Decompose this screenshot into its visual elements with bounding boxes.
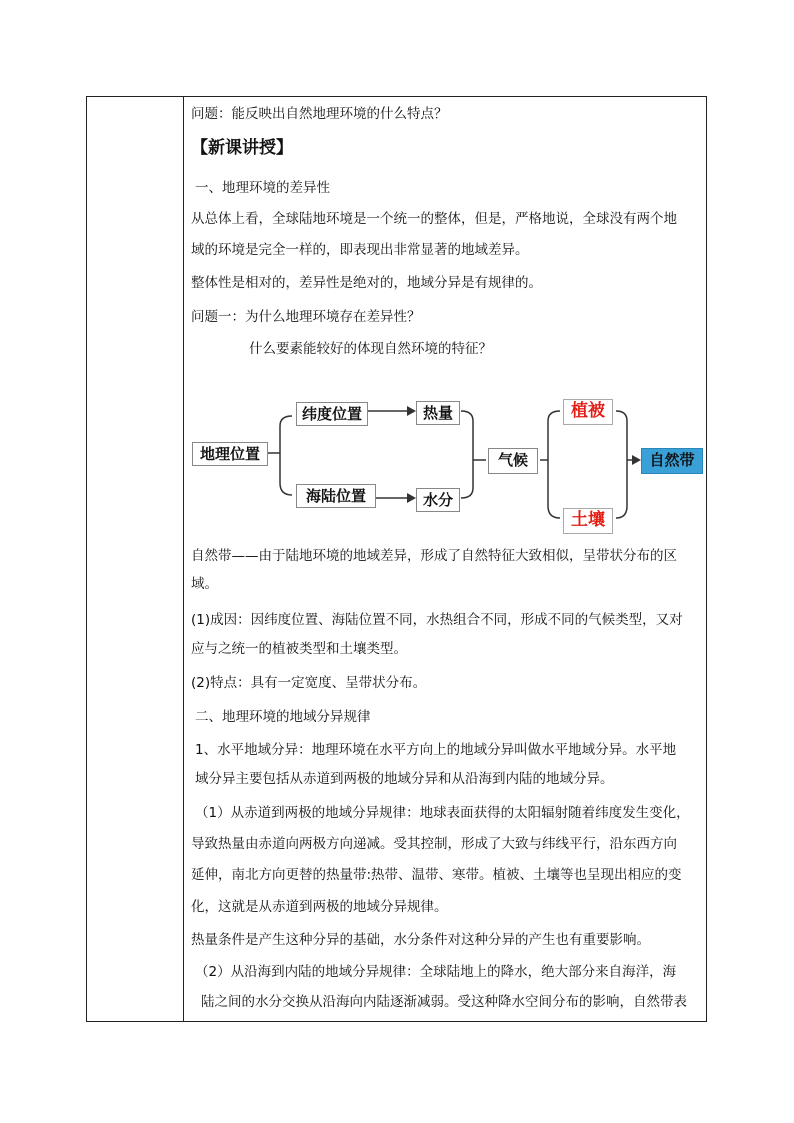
lesson-content <box>191 96 703 1022</box>
heat-note: 热量条件是产生这种分异的基础，水分条件对这种分异的产生也有重要影响。 <box>191 932 650 948</box>
para-1-line-1: 从总体上看，全球陆地环境是一个统一的整体，但是，严格地说，全球没有两个地 <box>191 211 677 227</box>
question-2: 什么要素能较好的体现自然环境的特征？ <box>249 341 492 357</box>
intro-question: 问题：能反映出自然地理环境的什么特点？ <box>191 106 448 122</box>
equator-line-3: 延伸，南北方向更替的热量带:热带、温带、寒带。植被、土壤等也呈现出相应的变 <box>191 867 682 883</box>
box-soil: 土壤 <box>563 508 613 534</box>
box-heat: 热量 <box>416 401 460 425</box>
heading-differences: 一、地理环境的差异性 <box>195 180 330 196</box>
box-latitude-position: 纬度位置 <box>296 402 368 426</box>
box-vegetation: 植被 <box>563 399 613 425</box>
section-title: 【新课讲授】 <box>191 138 293 158</box>
natural-zone-diagram <box>190 396 710 536</box>
cause-line-2: 应与之统一的植被类型和土壤类型。 <box>191 641 407 657</box>
equator-line-4: 化，这就是从赤道到两极的地域分异规律。 <box>191 899 448 915</box>
column-divider <box>183 97 184 1021</box>
box-geo-position: 地理位置 <box>192 442 268 466</box>
box-sea-land-position: 海陆位置 <box>296 484 376 508</box>
heading-regularity: 二、地理环境的地域分异规律 <box>195 709 371 725</box>
equator-line-1: （1）从赤道到两极的地域分异规律：地球表面获得的太阳辐射随着纬度发生变化， <box>195 805 690 821</box>
box-water: 水分 <box>416 488 460 512</box>
box-natural-zone: 自然带 <box>641 448 703 474</box>
coast-line-2: 陆之间的水分交换从沿海向内陆逐渐减弱。受这种降水空间分布的影响，自然带表 <box>201 994 687 1010</box>
horizontal-line-2: 域分异主要包括从赤道到两极的地域分异和从沿海到内陆的地域分异。 <box>195 771 614 787</box>
coast-line-1: （2）从沿海到内陆的地域分异规律：全球陆地上的降水，绝大部分来自海洋，海 <box>195 964 677 980</box>
para-2: 整体性是相对的，差异性是绝对的，地域分异是有规律的。 <box>191 275 542 291</box>
para-1-line-2: 域的环境是完全一样的，即表现出非常显著的地域差异。 <box>191 242 529 258</box>
question-1: 问题一：为什么地理环境存在差异性？ <box>191 309 421 325</box>
horizontal-line-1: 1、水平地域分异：地理环境在水平方向上的地域分异叫做水平地域分异。水平地 <box>195 742 677 758</box>
box-climate: 气候 <box>488 448 538 474</box>
definition-line-1: 自然带——由于陆地环境的地域差异，形成了自然特征大致相似，呈带状分布的区 <box>191 548 677 564</box>
equator-line-2: 导致热量由赤道向两极方向递减。受其控制，形成了大致与纬线平行，沿东西方向 <box>191 836 677 852</box>
feature: (2)特点：具有一定宽度、呈带状分布。 <box>191 675 427 691</box>
definition-line-2: 域。 <box>191 576 218 592</box>
cause-line-1: (1)成因：因纬度位置、海陆位置不同，水热组合不同，形成不同的气候类型，又对 <box>191 612 683 628</box>
